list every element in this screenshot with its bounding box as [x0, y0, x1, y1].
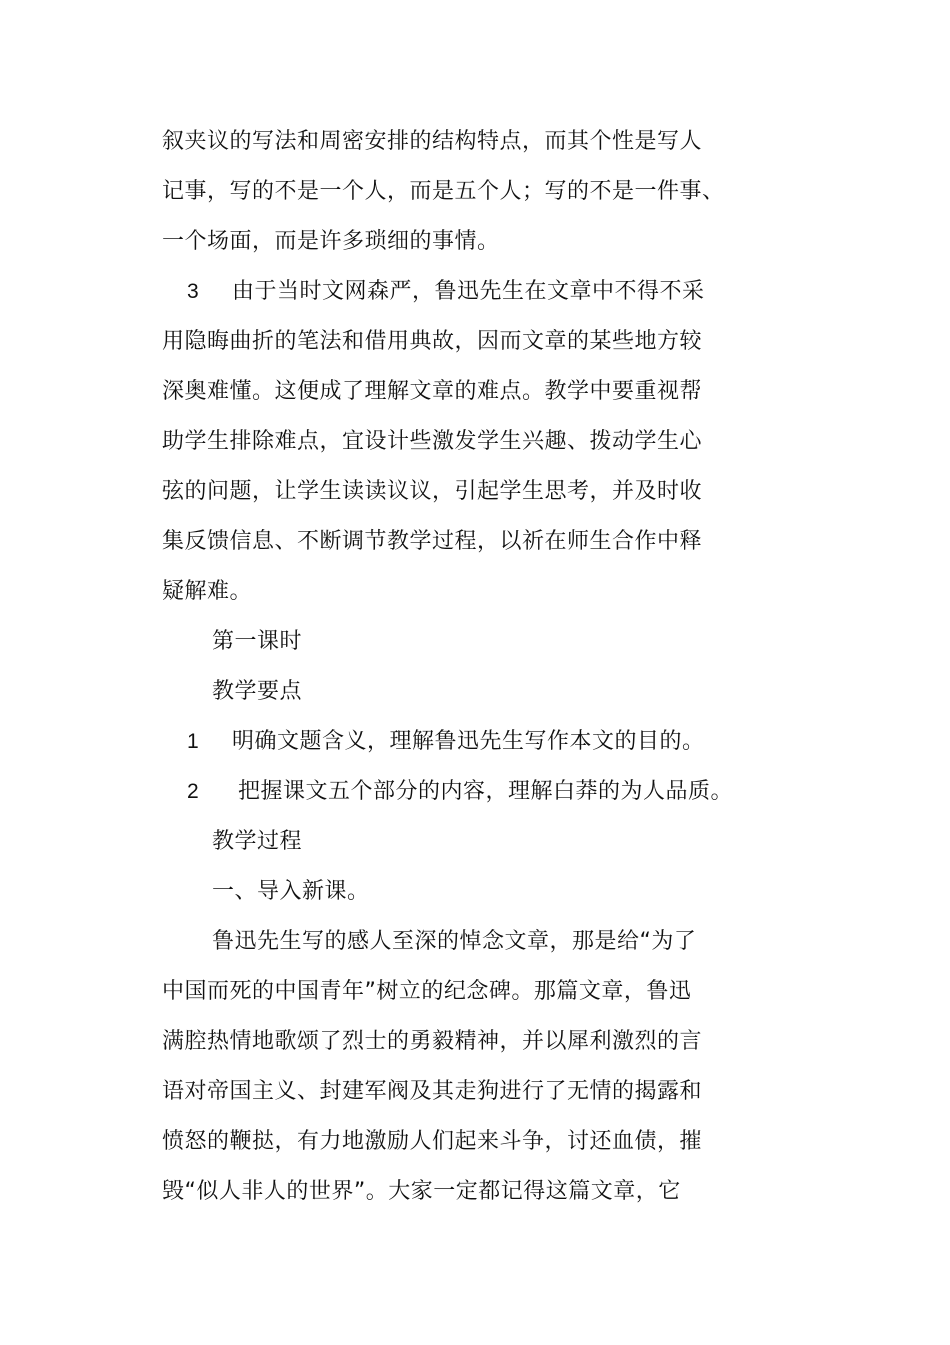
item-number: 2 — [187, 780, 199, 803]
text-line: 用隐晦曲折的笔法和借用典故，因而文章的某些地方较 — [162, 329, 703, 354]
text-line: 疑解难。 — [162, 579, 253, 604]
text-line: 一个场面，而是许多琐细的事情。 — [162, 229, 500, 254]
text-line: 毁“似人非人的世界”。大家一定都记得这篇文章，它 — [162, 1179, 681, 1204]
text-line: 记事，写的不是一个人，而是五个人；写的不是一件事、 — [162, 179, 725, 204]
text-line: 满腔热情地歌颂了烈士的勇毅精神，并以犀利激烈的言 — [162, 1029, 703, 1054]
text-line: 鲁迅先生写的感人至深的悼念文章，那是给“为了 — [212, 929, 697, 954]
item-number: 3 — [187, 280, 199, 303]
text-line: 中国而死的中国青年”树立的纪念碑。那篇文章，鲁迅 — [162, 979, 692, 1004]
section-heading: 一、导入新课。 — [212, 879, 370, 904]
text-line: 由于当时文网森严，鲁迅先生在文章中不得不采 — [232, 279, 705, 304]
item-number: 1 — [187, 730, 199, 753]
text-line: 助学生排除难点，宜设计些激发学生兴趣、拨动学生心 — [162, 429, 703, 454]
text-line: 深奥难懂。这便成了理解文章的难点。教学中要重视帮 — [162, 379, 703, 404]
text-line: 弦的问题，让学生读读议议，引起学生思考，并及时收 — [162, 479, 703, 504]
section-heading: 第一课时 — [212, 629, 303, 654]
list-item: 明确文题含义，理解鲁迅先生写作本文的目的。 — [232, 729, 705, 754]
list-item: 把握课文五个部分的内容，理解白莽的为人品质。 — [238, 779, 734, 804]
section-heading: 教学要点 — [212, 679, 303, 704]
text-line: 叙夹议的写法和周密安排的结构特点，而其个性是写人 — [162, 129, 703, 154]
text-line: 愤怒的鞭挞，有力地激励人们起来斗争，讨还血债，摧 — [162, 1129, 703, 1154]
text-line: 语对帝国主义、封建军阀及其走狗进行了无情的揭露和 — [162, 1079, 703, 1104]
text-line: 集反馈信息、不断调节教学过程，以祈在师生合作中释 — [162, 529, 703, 554]
section-heading: 教学过程 — [212, 829, 303, 854]
